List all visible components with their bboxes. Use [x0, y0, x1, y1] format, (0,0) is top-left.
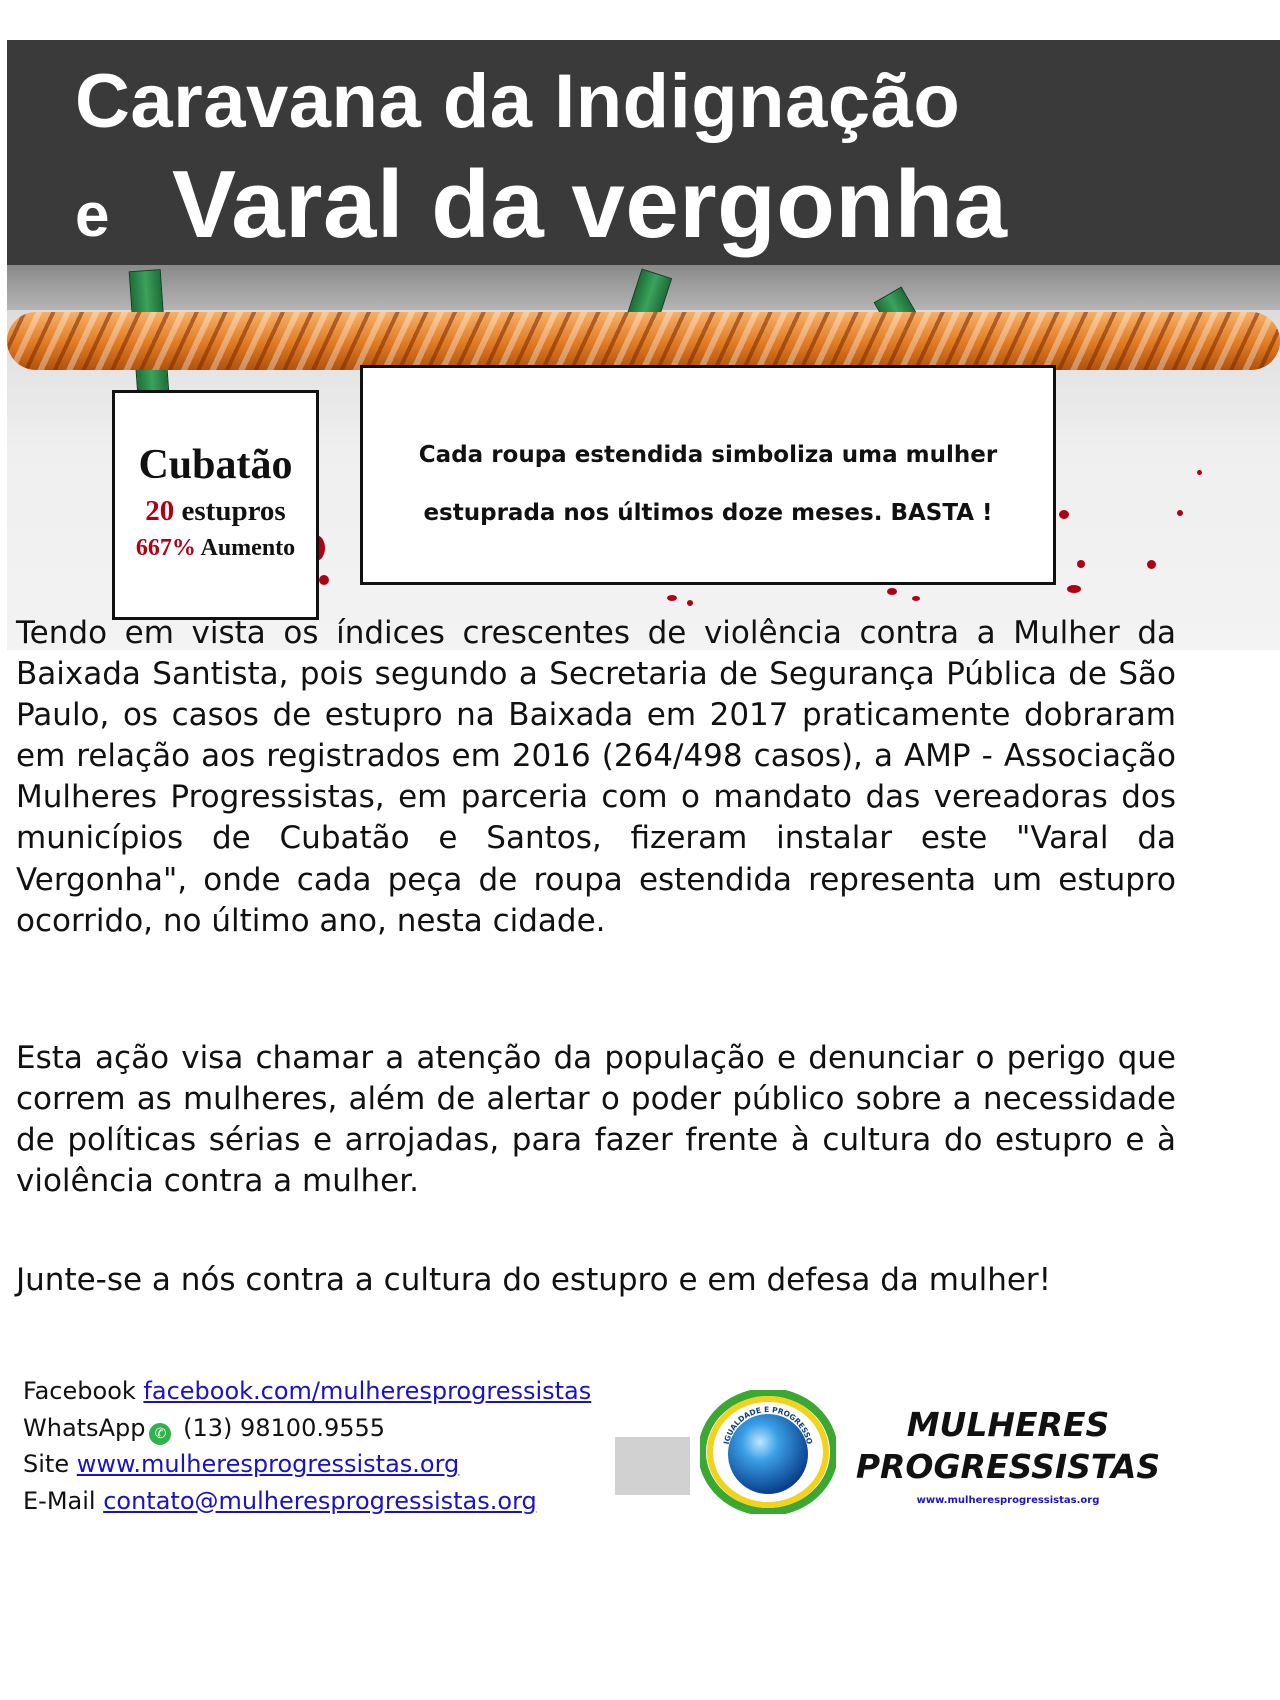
message-card: [360, 365, 1056, 585]
city-rape-count: [115, 495, 316, 528]
body-paragraph-2: Esta ação visa chamar a atenção da população e denunciar o perigo que correm as mulheres, além de alertar o poder público sobre a necessidade de políticas sérias e arrojadas, para fazer frente à cultura do estupro e à violência contra a mulher.: [16, 1040, 1176, 1200]
rape-count-label: estupros: [181, 495, 286, 527]
contact-site: [23, 1446, 591, 1483]
facebook-label: Facebook: [23, 1377, 136, 1405]
rape-count-number: 20: [145, 495, 175, 527]
grey-placeholder-rect: [615, 1437, 690, 1495]
site-label: Site: [23, 1450, 70, 1478]
brand-name-line1: MULHERES: [906, 1405, 1110, 1444]
whatsapp-label: WhatsApp: [23, 1413, 146, 1442]
email-link[interactable]: contato@mulheresprogressistas.org: [103, 1486, 537, 1515]
logo-ring-text: IGUALDADE E PROGRESSO: [721, 1404, 815, 1446]
header-banner: [7, 40, 1280, 650]
whatsapp-number: (13) 98100.9555: [183, 1413, 386, 1442]
increase-percent: 667%: [135, 535, 196, 561]
city-increase: [115, 535, 316, 562]
city-stats-card: [112, 390, 319, 620]
facebook-link[interactable]: facebook.com/mulheresprogressistas: [143, 1377, 592, 1405]
contact-email: [23, 1483, 591, 1520]
banner-title-line1: Caravana da Indignação: [75, 59, 961, 144]
brand-url: www.mulheresprogressistas.org: [916, 1495, 1100, 1506]
site-link[interactable]: www.mulheresprogressistas.org: [76, 1450, 460, 1478]
increase-label: Aumento: [200, 535, 296, 561]
contact-facebook: [23, 1373, 591, 1410]
city-name: Cubatão: [138, 442, 293, 488]
rope-illustration: [7, 312, 1280, 370]
whatsapp-icon: ✆: [149, 1423, 171, 1445]
email-label: E-Mail: [23, 1486, 96, 1515]
body-paragraph-3: Junte-se a nós contra a cultura do estupro e em defesa da mulher!: [16, 1262, 1052, 1298]
contact-list: [23, 1373, 591, 1519]
mulheres-progressistas-logo: [700, 1390, 836, 1514]
message-line2: estuprada nos últimos doze meses. BASTA !: [423, 500, 993, 526]
brand-name-line2: PROGRESSISTAS: [855, 1447, 1161, 1486]
body-paragraph-1: Tendo em vista os índices crescentes de violência contra a Mulher da Baixada Santista, pois segundo a Secretaria de Segurança Pública de São Paulo, os casos de estupro na Baixada em 2017 praticamente dobraram em relação aos registrados em 2016 (264/498 casos), a AMP - Associação Mulheres Progressistas, em parceria com o mandato das vereadoras dos municípios de Cubatão e Santos, fizeram instalar este "Varal da Vergonha", onde cada peça de roupa estendida representa um estupro ocorrido, no último ano, nesta cidade.: [16, 615, 1176, 939]
brand-block: [848, 1405, 1168, 1506]
banner-title-connector: e: [75, 181, 110, 250]
message-line1: Cada roupa estendida simboliza uma mulher: [418, 442, 998, 468]
contact-whatsapp: [23, 1410, 591, 1447]
banner-title-line2: Varal da vergonha: [172, 151, 1008, 258]
